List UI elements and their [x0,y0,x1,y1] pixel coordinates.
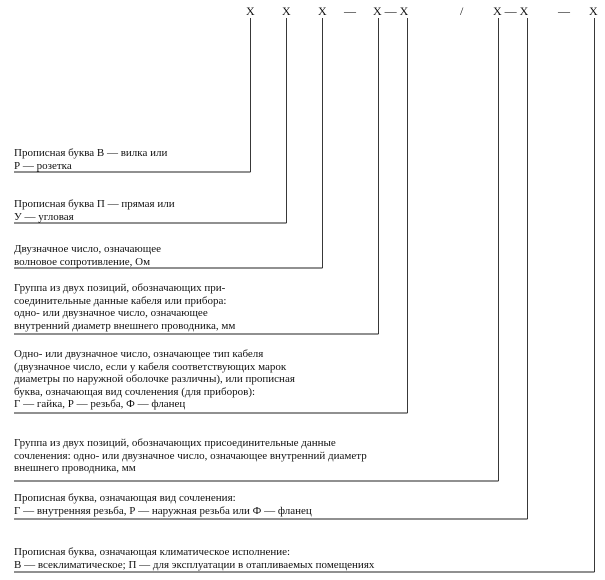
code-position-4: Х — Х [373,4,409,18]
description-line: внутренний диаметр внешнего проводника, мм [14,319,236,332]
description-line: Группа из двух позиций, обозначающих присоединительные данные [14,437,336,449]
description-line: буква, означающая вид сочленения (для приборов): [14,385,256,398]
description-4 [14,282,235,332]
code-position-2: Х [282,4,291,18]
code-position-1: Х [246,4,255,18]
description-5 [14,348,295,411]
description-line: Прописная буква В — вилка или [14,147,168,159]
code-position-3: Х [318,4,327,18]
code-position-5: Х — Х [493,4,529,18]
description-line: Прописная буква, означающая климатическое исполнение: [14,546,291,558]
description-line: Г — внутренняя резьба, Р — наружная резьба или Ф — фланец [14,504,312,517]
description-line: диаметры по наружной оболочке различны), или прописная [14,373,295,385]
description-3 [14,243,161,268]
description-line: В — всеклиматическое; П — для эксплуатации в отапливаемых помещениях [14,558,375,571]
description-line: соединительные данные кабеля или прибора: [14,294,227,307]
description-line: Г — гайка, Р — резьба, Ф — фланец [14,398,186,410]
description-line: внешнего проводника, мм [14,462,136,474]
code-position-6: Х [589,4,598,18]
description-8 [14,546,374,571]
description-line: одно- или двузначное число, означающее [14,307,208,319]
code-dash-2: — [558,4,570,18]
description-line: Группа из двух позиций, обозначающих при- [14,282,226,294]
code-slash: / [460,4,464,18]
description-line: Одно- или двузначное число, означающее тип кабеля [14,348,264,360]
description-line: Прописная буква П — прямая или [14,198,175,210]
description-line: Р — розетка [14,159,72,172]
description-1 [14,147,167,172]
code-dash-1: — [344,4,356,18]
description-line: У — угловая [14,210,74,223]
description-line: (двузначное число, если у кабеля соответствующих марок [14,360,287,373]
description-line: Прописная буква, означающая вид сочленения: [14,492,236,504]
description-7 [14,492,312,517]
description-2 [14,198,175,223]
description-line: сочленения: одно- или двузначное число, означающее внутренний диаметр [14,449,367,462]
description-line: волновое сопротивление, Ом [14,255,151,268]
description-6 [14,437,367,475]
description-line: Двузначное число, означающее [14,243,162,255]
